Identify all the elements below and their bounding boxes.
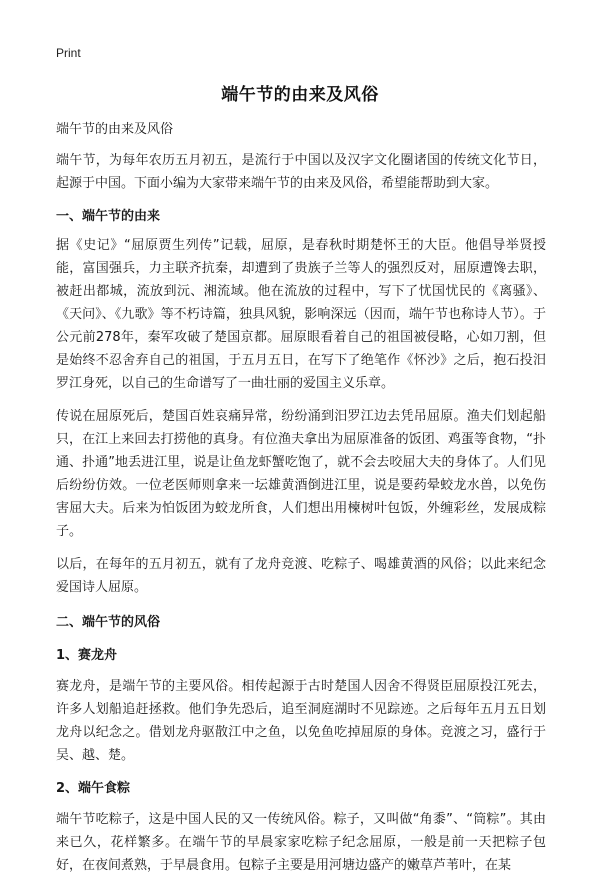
- dragon-boat-paragraph: 赛龙舟，是端午节的主要风俗。相传起源于古时楚国人因舍不得贤臣屈原投江死去，许多人划船追赶拯救。他们争先恐后，追至洞庭湖时不见踪迹。之后每年五月五日划龙舟以纪念之。借划龙舟驱散江中之鱼，以免鱼吃掉屈原的身体。竞渡之习，盛行于吴、越、楚。: [56, 679, 546, 763]
- intro-paragraph: 端午节，为每年农历五月初五，是流行于中国以及汉字文化圈诸国的传统文化节日，起源于中国。下面小编为大家带来端午节的由来及风俗，希望能帮助到大家。: [56, 153, 546, 191]
- document-subtitle: 端午节的由来及风俗: [56, 122, 174, 137]
- section-heading-customs: 二、端午节的风俗: [56, 615, 161, 630]
- origin-paragraph-2: 传说在屈原死后，楚国百姓哀痛异常，纷纷涌到汨罗江边去凭吊屈原。渔夫们划起船只，在江上来回去打捞他的真身。有位渔夫拿出为屈原准备的饭团、鸡蛋等食物，“扑通、扑通”地丢进江里，说是让鱼龙虾蟹吃饱了，就不会去咬屈大夫的身体了。人们见后纷纷仿效。一位老医师则拿来一坛雄黄酒倒进江里，说是要药晕蛟龙水兽，以免伤害屈大夫。后来为怕饭团为蛟龙所食，人们想出用楝树叶包饭，外缠彩丝，发展成粽子。: [56, 409, 546, 539]
- section-heading-origin: 一、端午节的由来: [56, 209, 161, 224]
- zongzi-paragraph: 端午节吃粽子，这是中国人民的又一传统风俗。粽子，又叫做“角黍”、“筒粽”。其由来已久，花样繁多。在端午节的早晨家家吃粽子纪念屈原，一般是前一天把粽子包好，在夜间煮熟，于早晨食用。包粽子主要是用河塘边盛产的嫩草芦苇叶，在某: [56, 812, 546, 873]
- subheading-dragon-boat: 1、赛龙舟: [56, 648, 118, 663]
- origin-paragraph-1: 据《史记》“屈原贾生列传”记载，屈原，是春秋时期楚怀王的大臣。他倡导举贤授能，富国强兵，力主联齐抗秦，却遭到了贵族子兰等人的强烈反对，屈原遭馋去职，被赶出都城，流放到沅、湘流域。他在流放的过程中，写下了忧国忧民的《离骚》、《天问》、《九歌》等不朽诗篇，独具风貌，影响深远（因而，端午节也称诗人节）。于公元前278年，秦军攻破了楚国京都。屈原眼看着自己的祖国被侵略，心如刀割，但是始终不忍舍弃自己的祖国，于五月五日，在写下了绝笔作《怀沙》之后，抱石投汨罗江身死，以自己的生命谱写了一曲壮丽的爱国主义乐章。: [56, 238, 546, 391]
- subheading-zongzi: 2、端午食粽: [56, 781, 131, 796]
- origin-paragraph-3: 以后，在每年的五月初五，就有了龙舟竞渡、吃粽子、喝雄黄酒的风俗；以此来纪念爱国诗人屈原。: [56, 557, 546, 595]
- page-title: 端午节的由来及风俗: [221, 85, 379, 105]
- print-link[interactable]: Print: [56, 46, 81, 60]
